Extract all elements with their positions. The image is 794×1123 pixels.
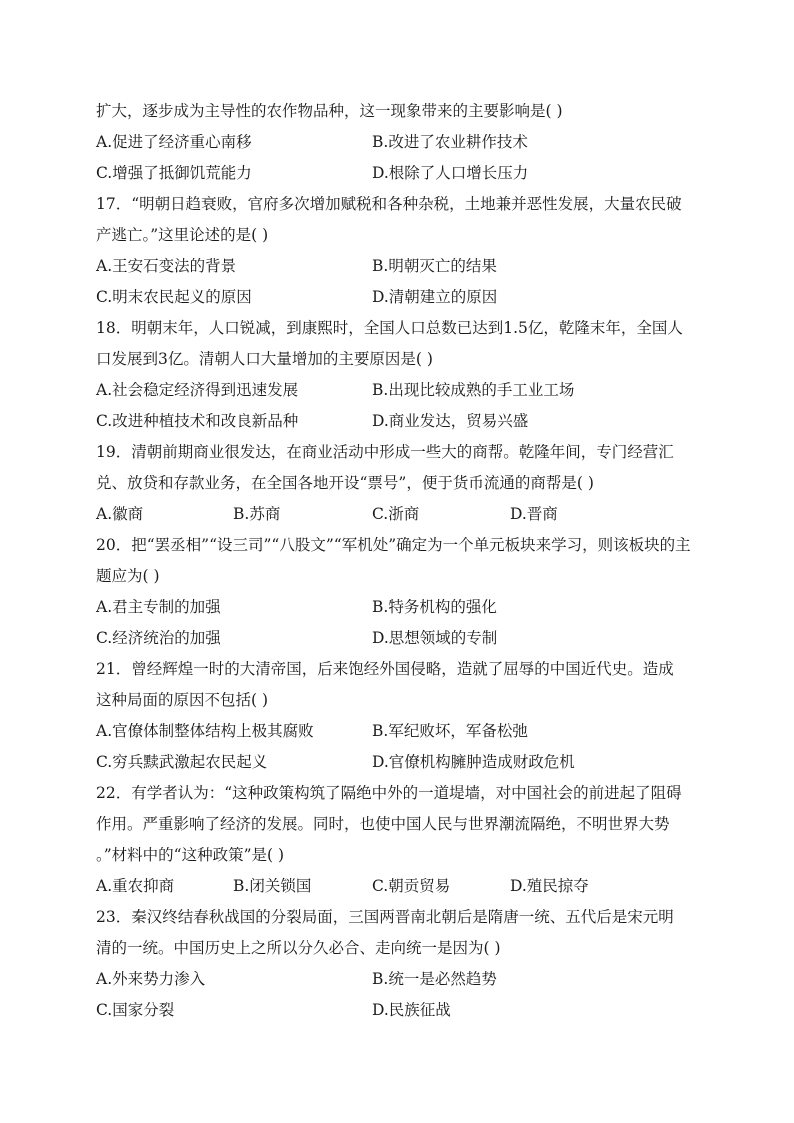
question-text-line: 20．把“罢丞相”“设三司”“八股文”“军机处”确定为一个单元板块来学习，则该板块的主	[96, 536, 691, 554]
question-text-line: 18．明朝末年，人口锐减，到康熙时，全国人口总数已达到1.5亿，乾隆末年，全国人	[96, 319, 683, 337]
question-block	[96, 778, 698, 902]
answer-option-a: A.重农抑商	[96, 877, 175, 895]
answer-option-d: D.民族征战	[372, 1001, 451, 1019]
answer-options-row	[96, 127, 698, 158]
question-block	[96, 189, 698, 313]
answer-options-row	[96, 499, 698, 530]
question-text-line: 。”材料中的“这种政策”是( )	[96, 846, 285, 864]
question-text-line: 题应为( )	[96, 567, 160, 585]
answer-option-c: C.浙商	[372, 505, 420, 523]
answer-option-d: D.晋商	[510, 505, 558, 523]
answer-option-c: C.国家分裂	[96, 1001, 175, 1019]
answer-option-d: D.根除了人口增长压力	[372, 164, 529, 182]
answer-options-row	[96, 995, 698, 1026]
question-text-line: 口发展到3亿。清朝人口大量增加的主要原因是( )	[96, 350, 433, 368]
answer-option-a: A.王安石变法的背景	[96, 257, 237, 275]
question-block	[96, 902, 698, 1026]
answer-options-row	[96, 964, 698, 995]
answer-options-row	[96, 375, 698, 406]
question-text-line: 作用。严重影响了经济的发展。同时，也使中国人民与世界潮流隔绝，不明世界大势	[96, 815, 670, 833]
question-block	[96, 96, 698, 189]
answer-options-row	[96, 251, 698, 282]
question-text-line: 这种局面的原因不包括( )	[96, 691, 269, 709]
answer-options-row	[96, 716, 698, 747]
question-text-line: 清的一统。中国历史上之所以分久必合、走向统一是因为( )	[96, 939, 501, 957]
answer-option-b: B.统一是必然趋势	[372, 970, 497, 988]
question-text-line: 19．清朝前期商业很发达，在商业活动中形成一些大的商帮。乾隆年间，专门经营汇	[96, 443, 674, 461]
answer-option-c: C.朝贡贸易	[372, 877, 451, 895]
answer-option-a: A.君主专制的加强	[96, 598, 221, 616]
answer-options-row	[96, 282, 698, 313]
question-list	[96, 96, 698, 1026]
answer-option-c: C.明末农民起义的原因	[96, 288, 252, 306]
answer-options-row	[96, 158, 698, 189]
answer-option-a: A.社会稳定经济得到迅速发展	[96, 381, 299, 399]
answer-option-a: A.外来势力渗入	[96, 970, 206, 988]
question-block	[96, 530, 698, 654]
answer-option-c: C.改进种植技术和改良新品种	[96, 412, 299, 430]
answer-option-b: B.明朝灭亡的结果	[372, 257, 497, 275]
question-block	[96, 437, 698, 530]
answer-options-row	[96, 871, 698, 902]
answer-option-c: C.增强了抵御饥荒能力	[96, 164, 252, 182]
answer-options-row	[96, 406, 698, 437]
answer-option-b: B.闭关锁国	[233, 877, 312, 895]
answer-option-d: D.清朝建立的原因	[372, 288, 498, 306]
question-text-line: 21．曾经辉煌一时的大清帝国，后来饱经外国侵略，造就了屈辱的中国近代史。造成	[96, 660, 674, 678]
answer-option-c: C.经济统治的加强	[96, 629, 221, 647]
answer-option-b: B.出现比较成熟的手工业工场	[372, 381, 575, 399]
answer-options-row	[96, 747, 698, 778]
answer-option-b: B.苏商	[233, 505, 281, 523]
answer-option-b: B.特务机构的强化	[372, 598, 497, 616]
answer-option-a: A.徽商	[96, 505, 144, 523]
answer-options-row	[96, 623, 698, 654]
answer-option-d: D.官僚机构臃肿造成财政危机	[372, 753, 575, 771]
question-text-line: 产逃亡。”这里论述的是( )	[96, 226, 269, 244]
question-block	[96, 313, 698, 437]
answer-option-a: A.官僚体制整体结构上极其腐败	[96, 722, 314, 740]
answer-options-row	[96, 592, 698, 623]
answer-option-d: D.殖民掠夺	[510, 877, 589, 895]
answer-option-a: A.促进了经济重心南移	[96, 133, 252, 151]
answer-option-d: D.商业发达，贸易兴盛	[372, 412, 529, 430]
question-text-line: 扩大，逐步成为主导性的农作物品种，这一现象带来的主要影响是( )	[96, 102, 563, 120]
question-block	[96, 654, 698, 778]
question-text-line: 17．“明朝日趋衰败，官府多次增加赋税和各种杂税，土地兼并恶性发展，大量农民破	[96, 195, 682, 213]
answer-option-b: B.军纪败坏，军备松弛	[372, 722, 528, 740]
question-text-line: 23．秦汉终结春秋战国的分裂局面，三国两晋南北朝后是隋唐一统、五代后是宋元明	[96, 908, 674, 926]
question-text-line: 22．有学者认为：“这种政策构筑了隔绝中外的一道堤墙，对中国社会的前进起了阻碍	[96, 784, 682, 802]
answer-option-b: B.改进了农业耕作技术	[372, 133, 528, 151]
answer-option-c: C.穷兵黩武激起农民起义	[96, 753, 268, 771]
question-text-line: 兑、放贷和存款业务，在全国各地开设“票号”，便于货币流通的商帮是( )	[96, 474, 594, 492]
answer-option-d: D.思想领域的专制	[372, 629, 498, 647]
